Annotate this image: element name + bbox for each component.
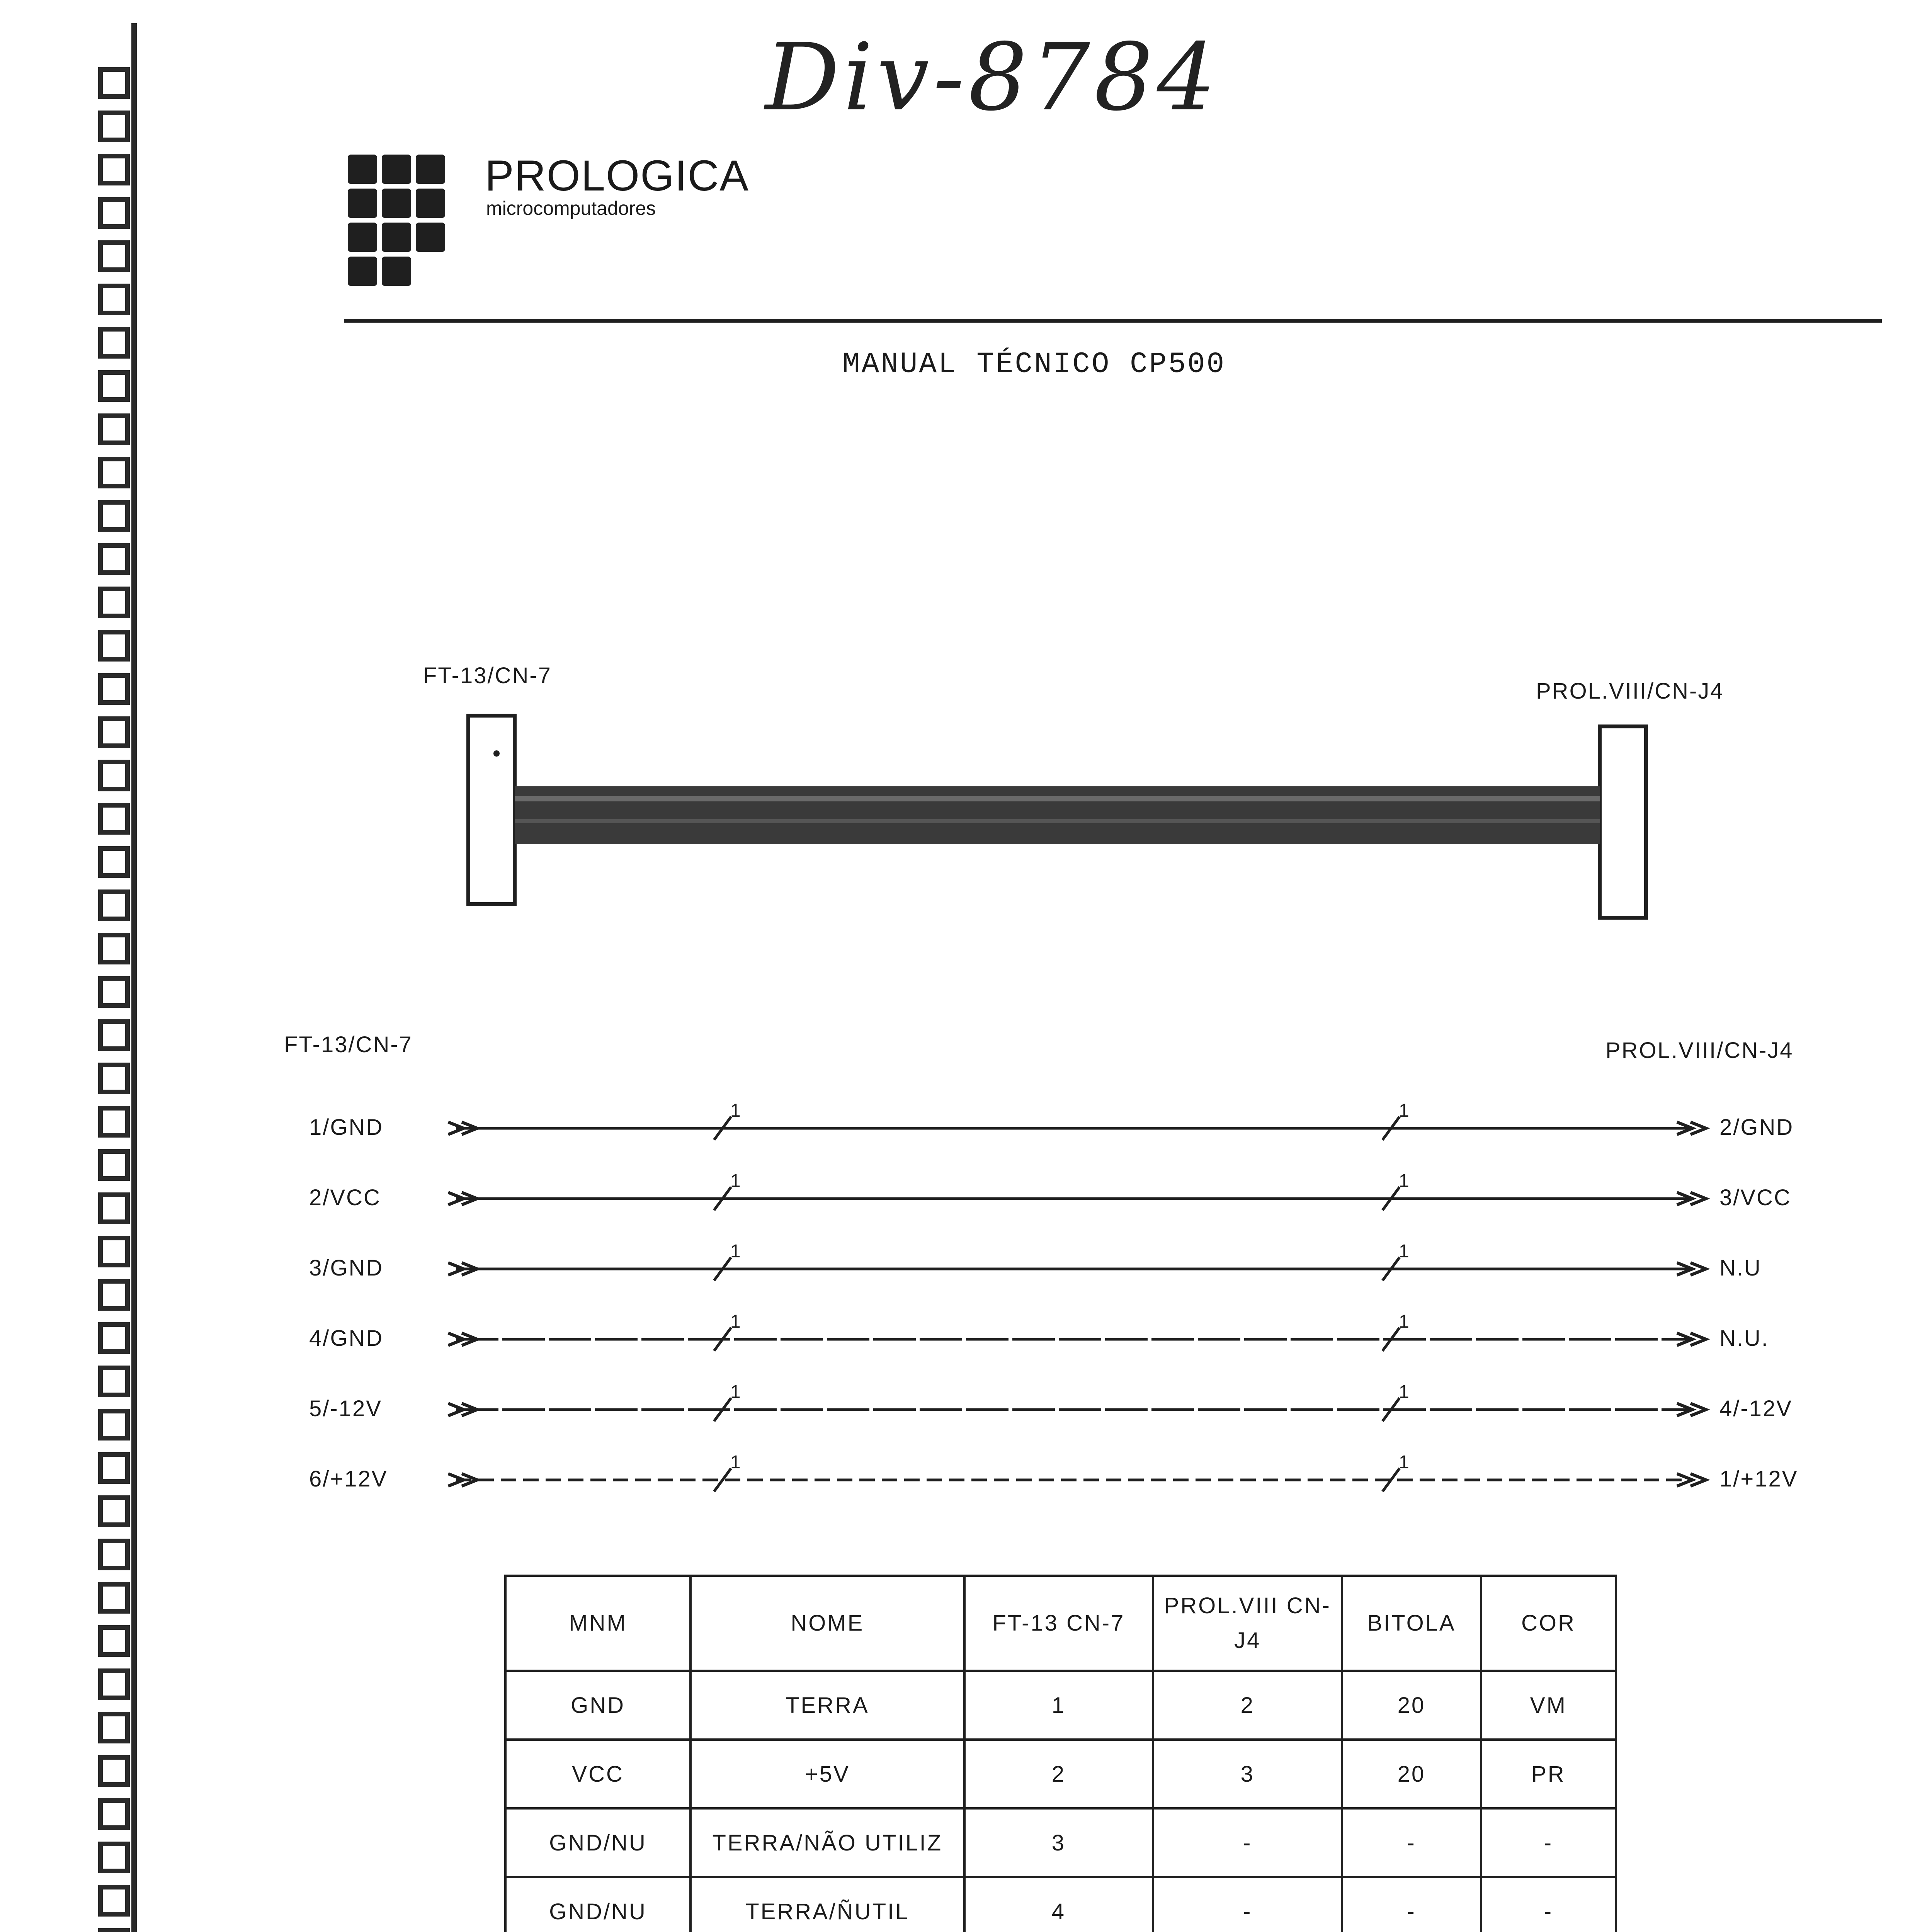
column-header-nome: NOME [690, 1576, 964, 1671]
wire-break-label: 1 [730, 1241, 741, 1262]
table-row [505, 1877, 1616, 1932]
table-cell: VM [1481, 1671, 1616, 1740]
wire-right-pin-label: N.U [1719, 1255, 1762, 1281]
left-arrow-icon [448, 1474, 477, 1486]
wire-break-label: 1 [1399, 1452, 1409, 1473]
table-cell: 3 [1153, 1740, 1342, 1808]
wire-left-pin-label: 1/GND [309, 1115, 384, 1140]
wire-break-label: 1 [1399, 1382, 1409, 1402]
handwritten-reference-top: Div-8784 [765, 23, 1220, 131]
table-cell: 20 [1342, 1740, 1481, 1808]
table-cell: - [1342, 1877, 1481, 1932]
wiring-right-header: PROL.VIII/CN-J4 [1605, 1038, 1794, 1063]
wire-left-pin-label: 4/GND [309, 1326, 384, 1351]
wire-break-label: 1 [730, 1452, 741, 1473]
right-connector-block [1600, 726, 1646, 918]
table-cell: TERRA/NÃO UTILIZ [690, 1808, 964, 1877]
table-header-row [505, 1576, 1616, 1671]
table-cell: GND/NU [505, 1808, 690, 1877]
wire-left-pin-label: 2/VCC [309, 1185, 381, 1210]
column-header-cor: COR [1481, 1576, 1616, 1671]
table-cell: - [1481, 1877, 1616, 1932]
table-row [505, 1671, 1616, 1740]
wire-break-label: 1 [730, 1382, 741, 1402]
wiring-left-header: FT-13/CN-7 [284, 1032, 413, 1057]
table-row [505, 1740, 1616, 1808]
table-cell: TERRA [690, 1671, 964, 1740]
manual-title: MANUAL TÉCNICO CP500 [842, 348, 1226, 381]
cable-left-connector-label: FT-13/CN-7 [423, 663, 552, 688]
cable-right-connector-label: PROL.VIII/CN-J4 [1536, 679, 1724, 704]
pin-assignment-table [504, 1575, 1617, 1932]
wire-break-label: 1 [1399, 1241, 1409, 1262]
table-cell: - [1481, 1808, 1616, 1877]
wire-break-label: 1 [1399, 1100, 1409, 1121]
column-header-ft13: FT-13 CN-7 [964, 1576, 1153, 1671]
table-row [505, 1808, 1616, 1877]
wire-break-label: 1 [730, 1311, 741, 1332]
wire-break-label: 1 [1399, 1311, 1409, 1332]
wire-break-label: 1 [730, 1171, 741, 1191]
wire-left-pin-label: 5/-12V [309, 1396, 382, 1421]
table-cell: - [1153, 1877, 1342, 1932]
wire-left-pin-label: 6/+12V [309, 1466, 388, 1492]
table-cell: 2 [964, 1740, 1153, 1808]
ribbon-cable [515, 786, 1600, 844]
table-cell: VCC [505, 1740, 690, 1808]
wire-right-pin-label: 2/GND [1719, 1115, 1794, 1140]
table-cell: 4 [964, 1877, 1153, 1932]
brand-subtitle: microcomputadores [486, 197, 656, 219]
wire-right-pin-label: 1/+12V [1719, 1466, 1798, 1492]
table-cell: 20 [1342, 1671, 1481, 1740]
wire-left-pin-label: 3/GND [309, 1255, 384, 1281]
column-header-mnm: MNM [505, 1576, 690, 1671]
wire-break-label: 1 [1399, 1171, 1409, 1191]
left-connector-block [468, 716, 515, 904]
table-cell: GND/NU [505, 1877, 690, 1932]
wire-break-label: 1 [730, 1100, 741, 1121]
table-cell: PR [1481, 1740, 1616, 1808]
wire-right-pin-label: N.U. [1719, 1326, 1769, 1351]
column-header-prol: PROL.VIII CN-J4 [1153, 1576, 1342, 1671]
wire-right-pin-label: 3/VCC [1719, 1185, 1791, 1210]
column-header-bitola: BITOLA [1342, 1576, 1481, 1671]
table-cell: TERRA/ÑUTIL [690, 1877, 964, 1932]
table-cell: +5V [690, 1740, 964, 1808]
table-cell: - [1342, 1808, 1481, 1877]
wire-right-pin-label: 4/-12V [1719, 1396, 1793, 1421]
table-cell: 3 [964, 1808, 1153, 1877]
table-cell: - [1153, 1808, 1342, 1877]
table-cell: 2 [1153, 1671, 1342, 1740]
table-cell: GND [505, 1671, 690, 1740]
brand-name: PROLOGICA [485, 151, 749, 200]
table-cell: 1 [964, 1671, 1153, 1740]
